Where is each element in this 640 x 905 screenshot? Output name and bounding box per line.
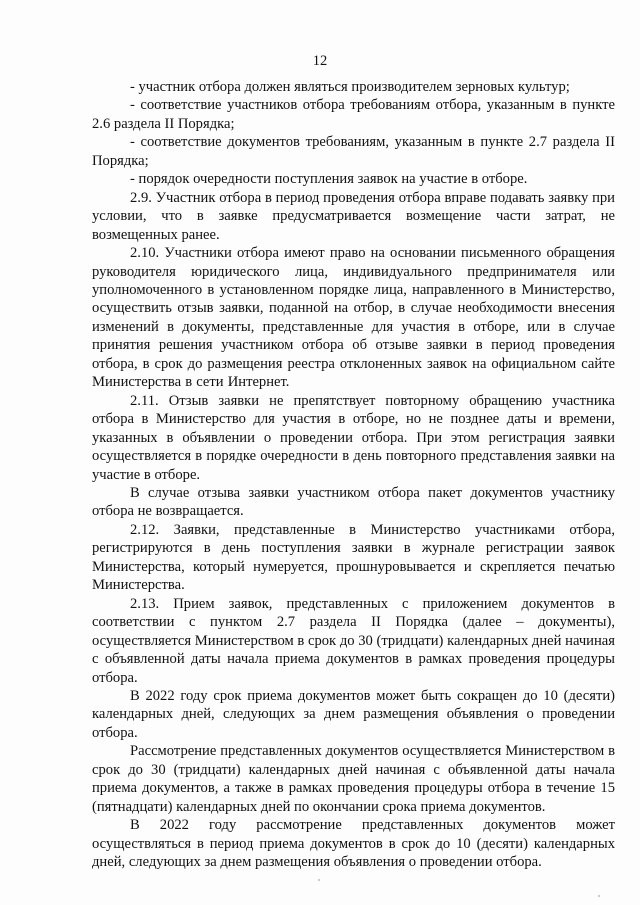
paragraph-review: Рассмотрение представленных документов осуществляется Министерством в срок до 30 (тридцати) календарных дней начиная с объявленной даты начала приема документов, а также в рамках проведения процедуры отбора в течение 15 (пятнадцати) календарных дней по окончании срока приема документов. bbox=[92, 743, 615, 815]
scan-speck bbox=[318, 879, 320, 881]
paragraph-list-item-1: - участник отбора должен являться производителем зерновых культур; bbox=[130, 79, 570, 95]
paragraph-2-12: 2.12. Заявки, представленные в Министерство участниками отбора, регистрируются в день поступления заявки в журнале регистрации заявок Министерства, который нумеруется, прошнуровывается и скрепляется печатью Министерства. bbox=[92, 521, 615, 594]
paragraph-list-item-4: - порядок очередности поступления заявок на участие в отборе. bbox=[130, 171, 528, 188]
paragraph-list-item-2: - соответствие участников отбора требованиям отбора, указанным в пункте 2.6 раздела II Порядка; bbox=[92, 97, 615, 132]
paragraph-2-9: 2.9. Участник отбора в период проведения отбора вправе подавать заявку при условии, что в заявке предусматривается возмещение части затрат, не возмещенных ранее. bbox=[92, 189, 615, 243]
document-body bbox=[92, 78, 615, 871]
paragraph-2022-review: В 2022 году рассмотрение представленных документов может осуществляться в период приема документов в срок до 10 (десяти) календарных дней, следующих за днем размещения объявления о проведении отбора. bbox=[92, 817, 615, 871]
paragraph-list-item-3: - соответствие документов требованиям, указанным в пункте 2.7 раздела II Порядка; bbox=[92, 134, 615, 169]
page-number: 12 bbox=[312, 53, 328, 69]
paragraph-2-11: 2.11. Отзыв заявки не препятствует повторному обращению участника отбора в Министерство для участия в отборе, но не позднее даты и времени, указанных в объявлении о проведении отбора. При этом регистрация заявки осуществляется в порядке очередности в день повторного представления заявки на участие в отборе. bbox=[92, 392, 615, 483]
scan-speck bbox=[598, 895, 600, 897]
paragraph-withdrawal-note: В случае отзыва заявки участником отбора пакет документов участнику отбора не возвращается. bbox=[92, 484, 615, 520]
paragraph-2022-intake: В 2022 году срок приема документов может быть сокращен до 10 (десяти) календарных дней, следующих за днем размещения объявления о проведении отбора. bbox=[92, 687, 615, 741]
paragraph-2-13: 2.13. Прием заявок, представленных с приложением документов в соответствии с пунктом 2.7 раздела II Порядка (далее – документы), осуществляется Министерством в срок до 30 (тридцати) календарных дней начиная с объявленной даты начала приема документов в рамках проведения процедуры отбора. bbox=[92, 595, 615, 686]
paragraph-2-10: 2.10. Участники отбора имеют право на основании письменного обращения руководителя юридического лица, индивидуального предпринимателя или уполномоченного в установленном порядке лица, направленного в Министерство, осуществить отзыв заявки, поданной на отбор, в случае необходимости внесения изменений в документы, представленные для участия в отборе, или в случае принятия решения участником отбора об отзыве заявки в период проведения отбора, в срок до размещения реестра отклоненных заявок на официальном сайте Министерства в сети Интернет. bbox=[92, 245, 615, 391]
